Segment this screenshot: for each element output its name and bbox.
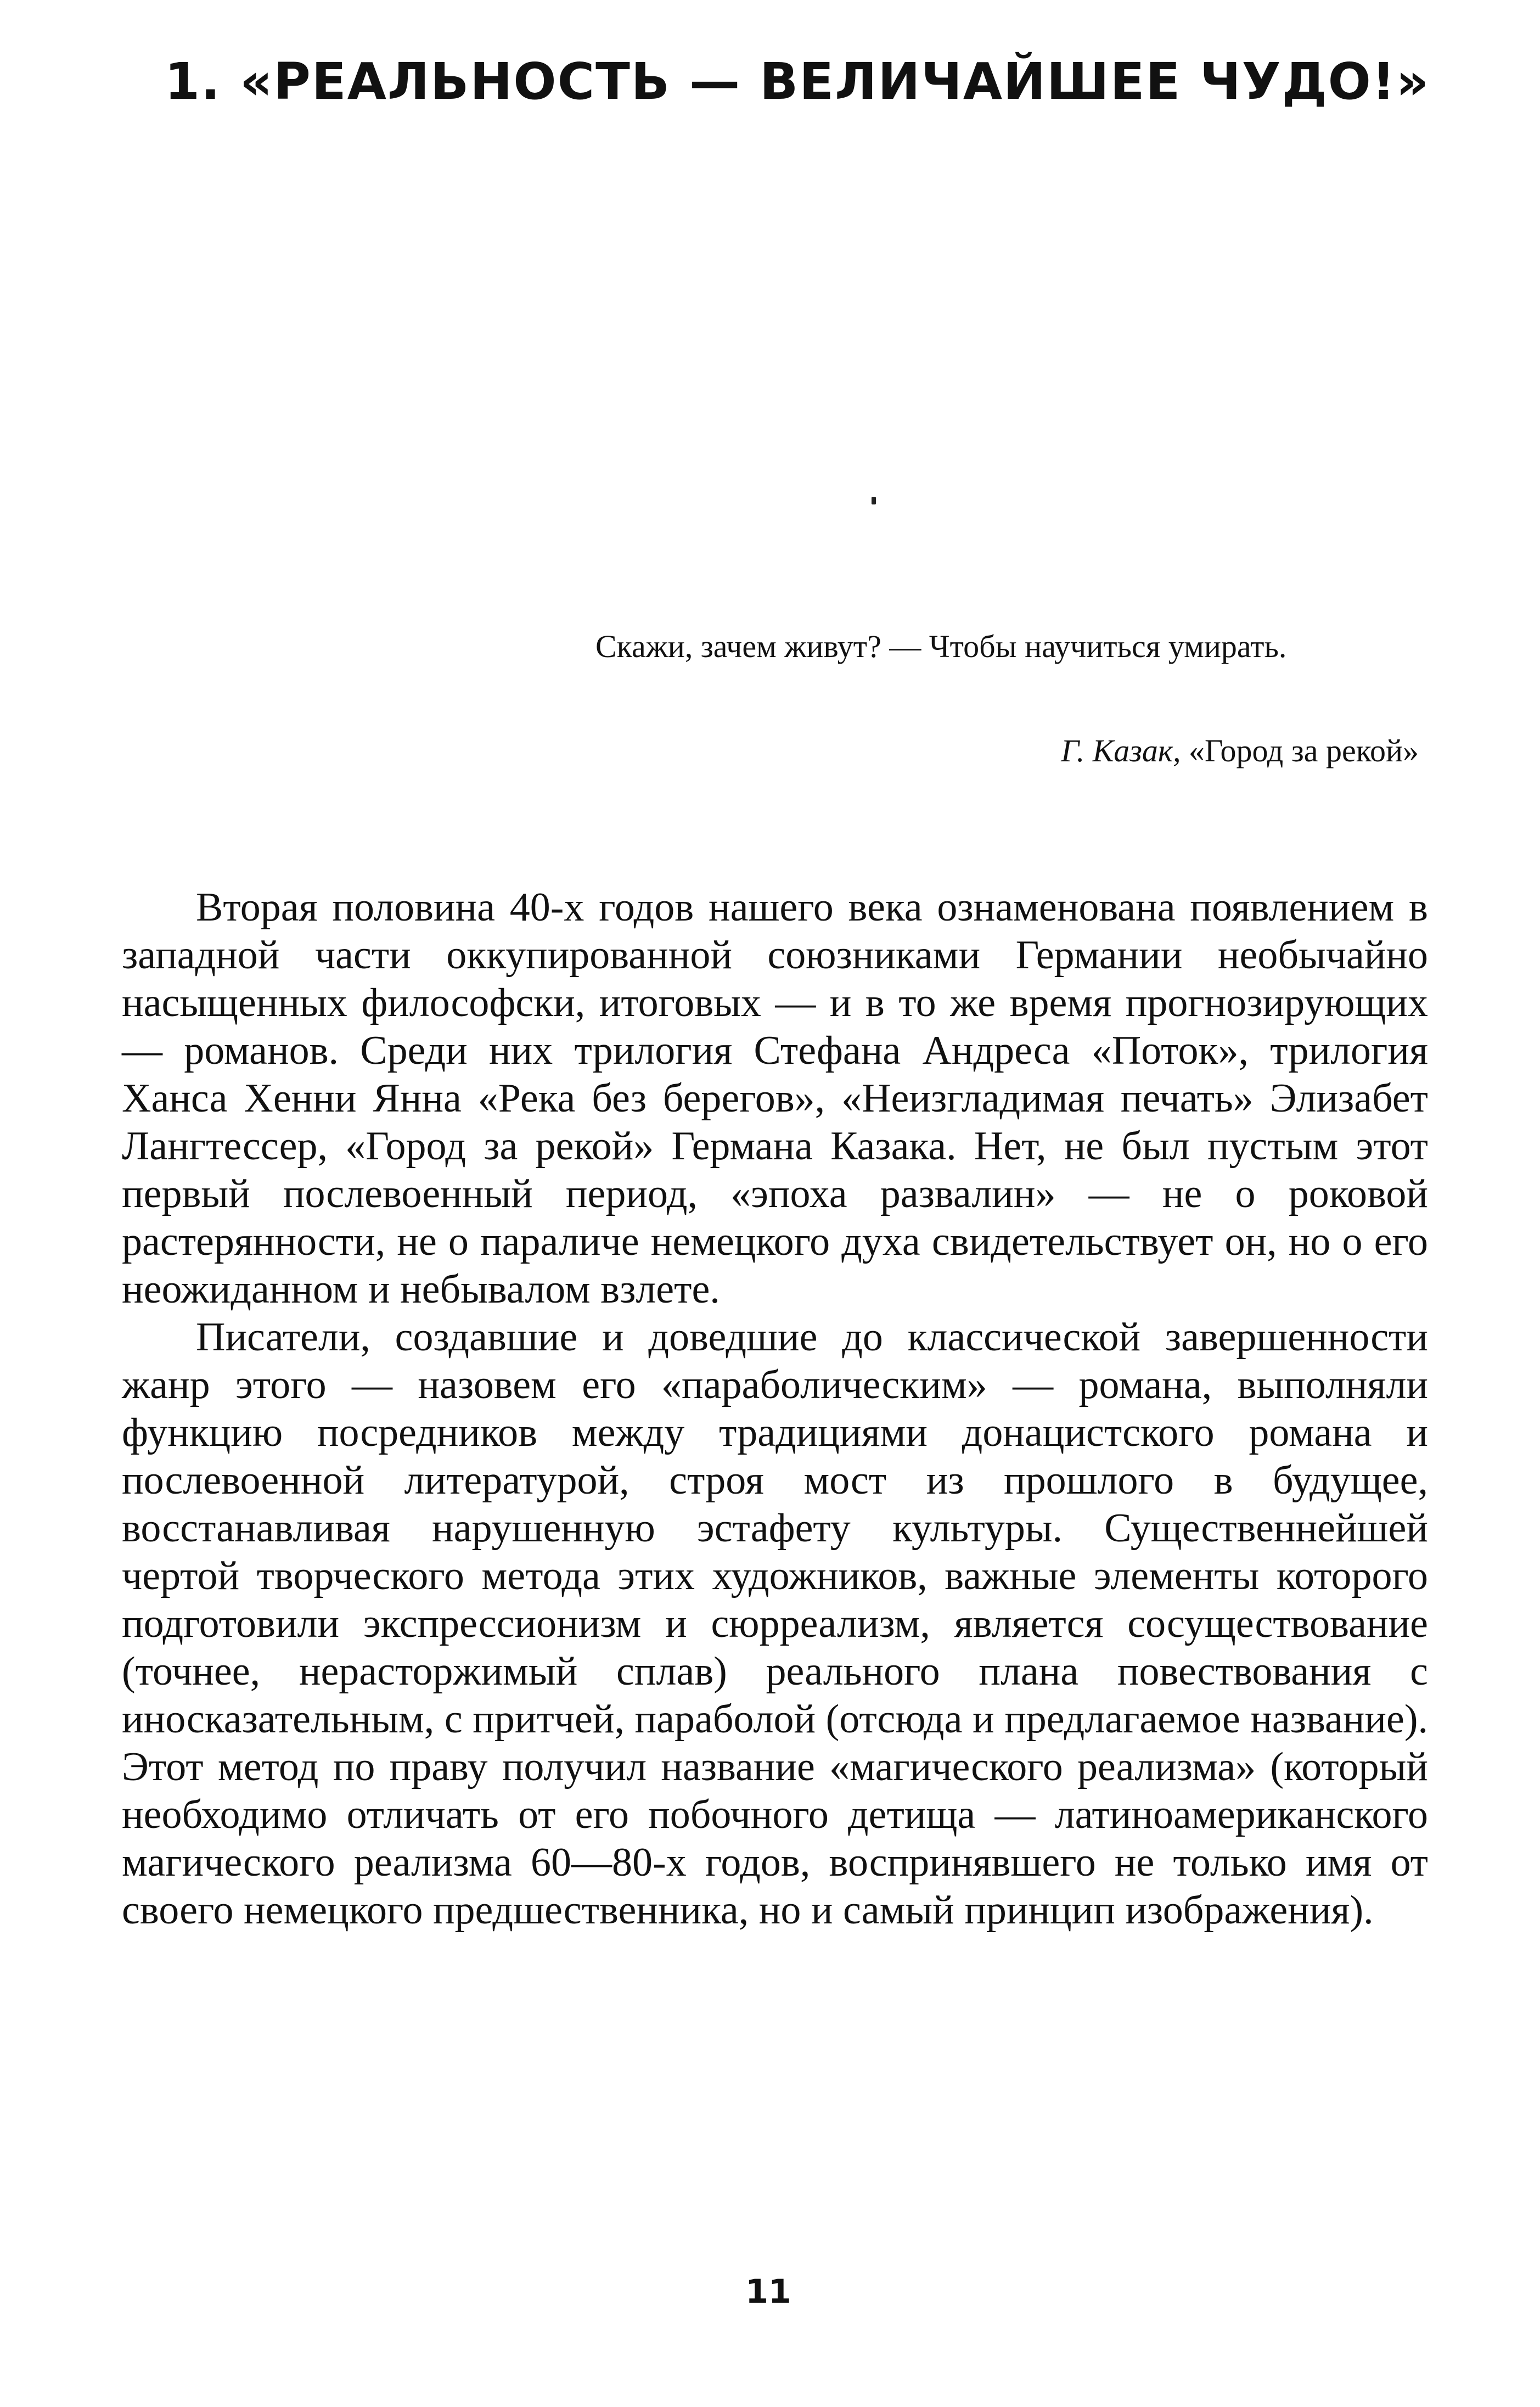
epigraph-work: «Город за рекой» xyxy=(1189,733,1419,768)
page-number: 11 xyxy=(745,2273,791,2311)
epigraph-author: Г. Казак, xyxy=(1061,733,1181,768)
epigraph-source xyxy=(595,730,1419,772)
paragraph: Вторая половина 40-х годов нашего века ознаменована появлением в западной части оккупированной союзниками Германии необычайно насыщенных философски, итоговых — и в то же время прогнозирующих — романов. Среди них трилогия Стефана Андреса «Поток», трилогия Ханса Хенни Янна «Река без берегов», «Неизгладимая печать» Элизабет Лангтессер, «Город за рекой» Германа Казака. Нет, не был пустым этот первый послевоенный период, «эпоха развалин» — не о роковой растерянности, не о параличе немецкого духа свидетельствует он, но о его неожиданном и небывалом взлете. xyxy=(122,885,1428,1312)
epigraph xyxy=(595,626,1419,667)
paragraph: Писатели, создавшие и доведшие до классической завершенности жанр этого — назовем его «параболическим» — романа, выполняли функцию посредников между традициями донацистского романа и послевоенной литературой, строя мост из прошлого в будущее, восстанавливая нарушенную эстафету культуры. Существеннейшей чертой творческого метода этих художников, важные элементы которого подготовили экспрессионизм и сюрреализм, является сосуществование (точнее, нерасторжимый сплав) реального плана повествования с иносказательным, с притчей, параболой (отсюда и предлагаемое название). Этот метод по праву получил название «магического реализма» (который необходимо отличать от его побочного детища — латиноамериканского магического реализма 60—80-х годов, воспринявшего не только имя от своего немецкого предшественника, но и самый принцип изображения). xyxy=(122,1315,1428,1933)
print-speck xyxy=(872,497,876,504)
body-text xyxy=(122,884,1428,1934)
epigraph-quote: Скажи, зачем живут? — Чтобы научиться умирать. xyxy=(595,629,1287,664)
chapter-title: 1. «РЕАЛЬНОСТЬ — ВЕЛИЧАЙШЕЕ ЧУДО!» xyxy=(165,52,1430,111)
